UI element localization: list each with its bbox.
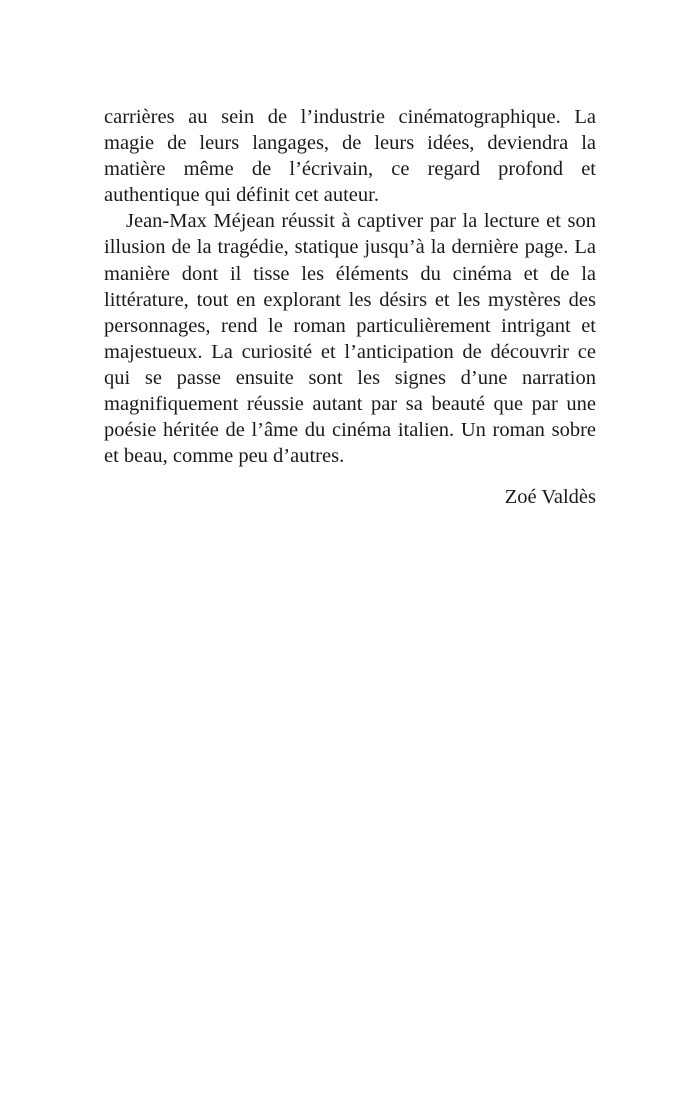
paragraph-2: Jean-Max Méjean réussit à captiver par la lecture et son illusion de la tragédie, statique jusqu’à la dernière page. La manière dont il tisse les éléments du cinéma et de la littérature, tout en explorant les désirs et les mystères des personnages, rend le roman particulièrement intrigant et majestueux. La curiosité et l’anticipation de découvrir ce qui se passe ensuite sont les signes d’une narration magnifiquement réussie autant par sa beauté que par une poésie héritée de l’âme du cinéma italien. Un roman sobre et beau, comme peu d’autres. <box>104 210 596 468</box>
body-text <box>104 104 596 510</box>
author-signature: Zoé Valdès <box>504 486 596 509</box>
paragraph-1: carrières au sein de l’industrie cinématographique. La magie de leurs langages, de leurs idées, deviendra la matière même de l’écrivain, ce regard profond et authentique qui définit cet auteur. <box>104 106 596 207</box>
